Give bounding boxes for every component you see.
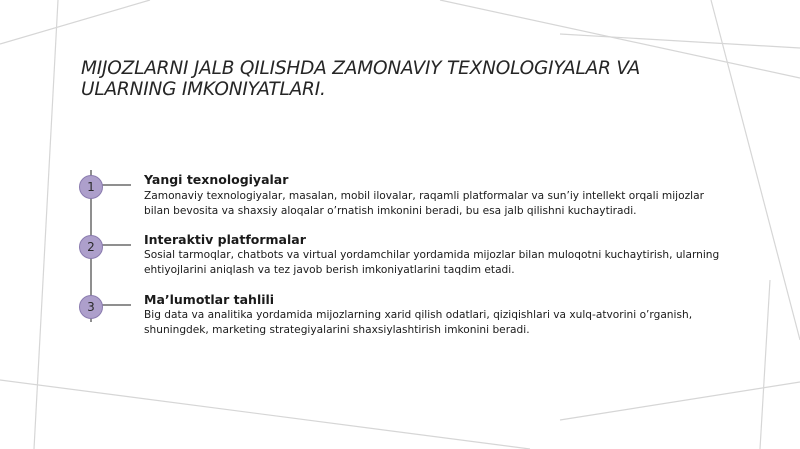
bg-line [34,0,58,449]
item-text-new-technologies: Zamonaviy texnologiyalar, masalan, mobil ilovalar, raqamli platformalar va sun’iy intellekt orqali mijozlar bilan bevosita va shaxsiy aloqalar o’rnatish imkonini beradi, bu esa jalb qilishni kuchaytiradi. [144,190,704,217]
step-number-circle-2: 2 [79,235,103,259]
bg-line [760,280,770,449]
item-heading-interactive-platforms: Interaktiv platformalar [144,232,306,247]
slide-title: MIJOZLARNI JALB QILISHDA ZAMONAVIY TEXNOLOGIYALAR VA ULARNING IMKONIYATLARI. [81,58,641,100]
bg-line [560,34,800,48]
bg-line [0,0,150,44]
item-text-interactive-platforms: Sosial tarmoqlar, chatbots va virtual yordamchilar yordamida mijozlar bilan muloqotni kuchaytirish, ularning ehtiyojlarini aniqlash va tez javob berish imkoniyatlarini taqdim etadi. [144,249,720,276]
bg-line [0,380,530,449]
item-heading-data-analysis: Ma’lumotlar tahlili [144,292,275,307]
item-text-data-analysis: Big data va analitika yordamida mijozlarning xarid qilish odatlari, qiziqishlari va xulq-atvorini o’rganish, shuningdek, marketing strategiyalarini shaxsiylashtirish imkonini beradi. [144,309,693,336]
step-number-circle-1: 1 [79,175,103,199]
bg-line [711,0,800,340]
step-number-circle-3: 3 [79,295,103,319]
item-heading-new-technologies: Yangi texnologiyalar [144,172,289,187]
